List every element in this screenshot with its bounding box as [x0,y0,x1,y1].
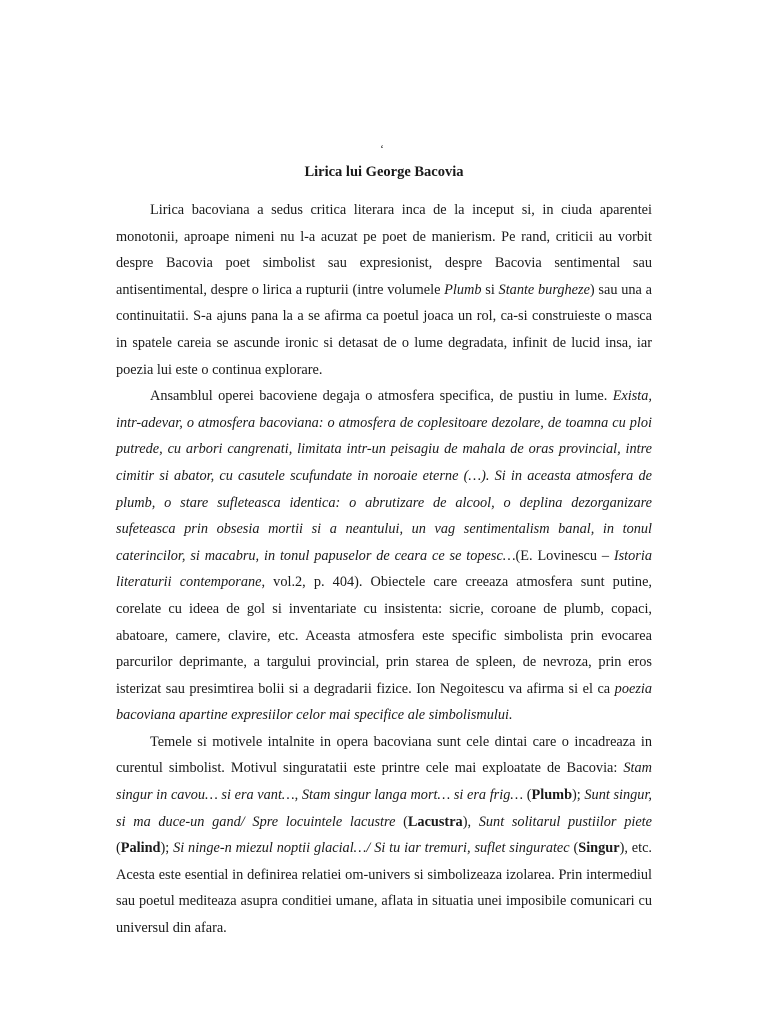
text-run: ) sau una a continuitatii. S-a ajuns pana la a se afirma ca poetul joaca un rol, ca-si construieste o masca in spatele careia se ascunde ironic si detasat de o lume degradata, infinit de lucid insa, iar poezia lui este o continua explorare. [116,281,652,378]
italic-run: Si ninge-n miezul noptii glacial…/ Si tu iar tremuri, suflet singuratec [173,840,570,857]
document-title: Lirica lui George Bacovia [304,164,464,180]
text-run: ( [569,840,579,857]
italic-run: Plumb [444,281,482,298]
text-run: (E. Lovinescu – [515,547,614,564]
italic-run: Stam singur in cavou… si era vant… [116,760,652,804]
italic-run: Stam singur langa mort… si era frig… [301,787,524,804]
text-run: ); [160,840,174,857]
bold-run: Plumb [531,787,573,804]
paragraph [116,729,652,942]
text-run: ( [395,813,408,830]
italic-run: poezia bacoviana apartine expresiilor celor mai specifice ale simbolismului. [116,680,652,724]
bold-run: Palind [120,840,161,857]
document-body [116,197,652,942]
bold-run: Lacustra [407,813,463,830]
italic-run: Sunt singur, si ma duce-un gand/ Spre locuintele lacustre [116,787,652,830]
text-run: si [481,281,499,298]
text-run: ( [116,840,121,857]
text-run: Lirica bacoviana a sedus critica literara inca de la inceput si, in ciuda aparentei monotonii, aproape nimeni nu l-a acuzat pe poet de manierism. Pe rand, criticii au vorbit despre Bacovia poet simbolist sau expresionist, despre Bacovia sentimental sau antisentimental, despre o lirica a rupturii (intre volumele [116,202,652,298]
paragraph [116,197,652,383]
text-run: , [294,787,302,804]
italic-run: Istoria literaturii contemporane [116,547,652,591]
italic-run: Stante burgheze [498,281,590,298]
stray-mark: ‘ [380,142,384,156]
text-run: ( [523,787,532,804]
paragraph [116,383,652,729]
text-run: Temele si motivele intalnite in opera bacoviana sunt cele dintai care o incadreaza in curentul simbolist. Motivul singuratatii este printre cele mai exploatate de Bacovia: [116,733,652,777]
bold-run: Singur [578,840,620,857]
text-run: ); [572,787,585,804]
text-run: Ansamblul operei bacoviene degaja o atmosfera specifica, de pustiu in lume. [150,388,613,405]
text-run: ), etc. Acesta este esential in definirea relatiei om-univers si simbolizeaza izolarea. Prin intermediul sau poetul mediteaza asupra conditiei umane, aflata in situatia unei imposibile comunicari cu universul din afara. [116,840,652,937]
text-run: ), [462,813,479,830]
italic-run: Sunt solitarul pustiilor piete [478,813,652,830]
italic-run: Exista, intr-adevar, o atmosfera bacoviana: o atmosfera de coplesitoare dezolare, de toamna cu ploi putrede, cu arbori cangrenati, limitata intr-un peisagiu de mahala de oras provincial, intre cimitir si abator, cu casutele scufundate in noroaie eterne (…). Si in aceasta atmosfera de plumb, o stare sufleteasca identica: o abrutizare de alcool, o deplina dezorganizare sufeteasca prin obsesia mortii si a neantului, un vag sentimentalism banal, in tonul caterincilor, si macabru, in tonul papuselor de ceara ce se topesc… [116,388,652,564]
text-run: , vol.2, p. 404). Obiectele care creeaza atmosfera sunt putine, corelate cu ideea de gol si inventariate cu insistenta: sicrie, coroane de plumb, copaci, abatoare, camere, clavire, etc. Aceasta atmosfera este specific simbolista prin evocarea parcurilor deprimante, a targului provincial, prin starea de spleen, de nevroza, prin eros isterizat sau presimtirea bolii si a degradarii fizice. Ion Negoitescu va afirma si el ca [116,574,652,697]
